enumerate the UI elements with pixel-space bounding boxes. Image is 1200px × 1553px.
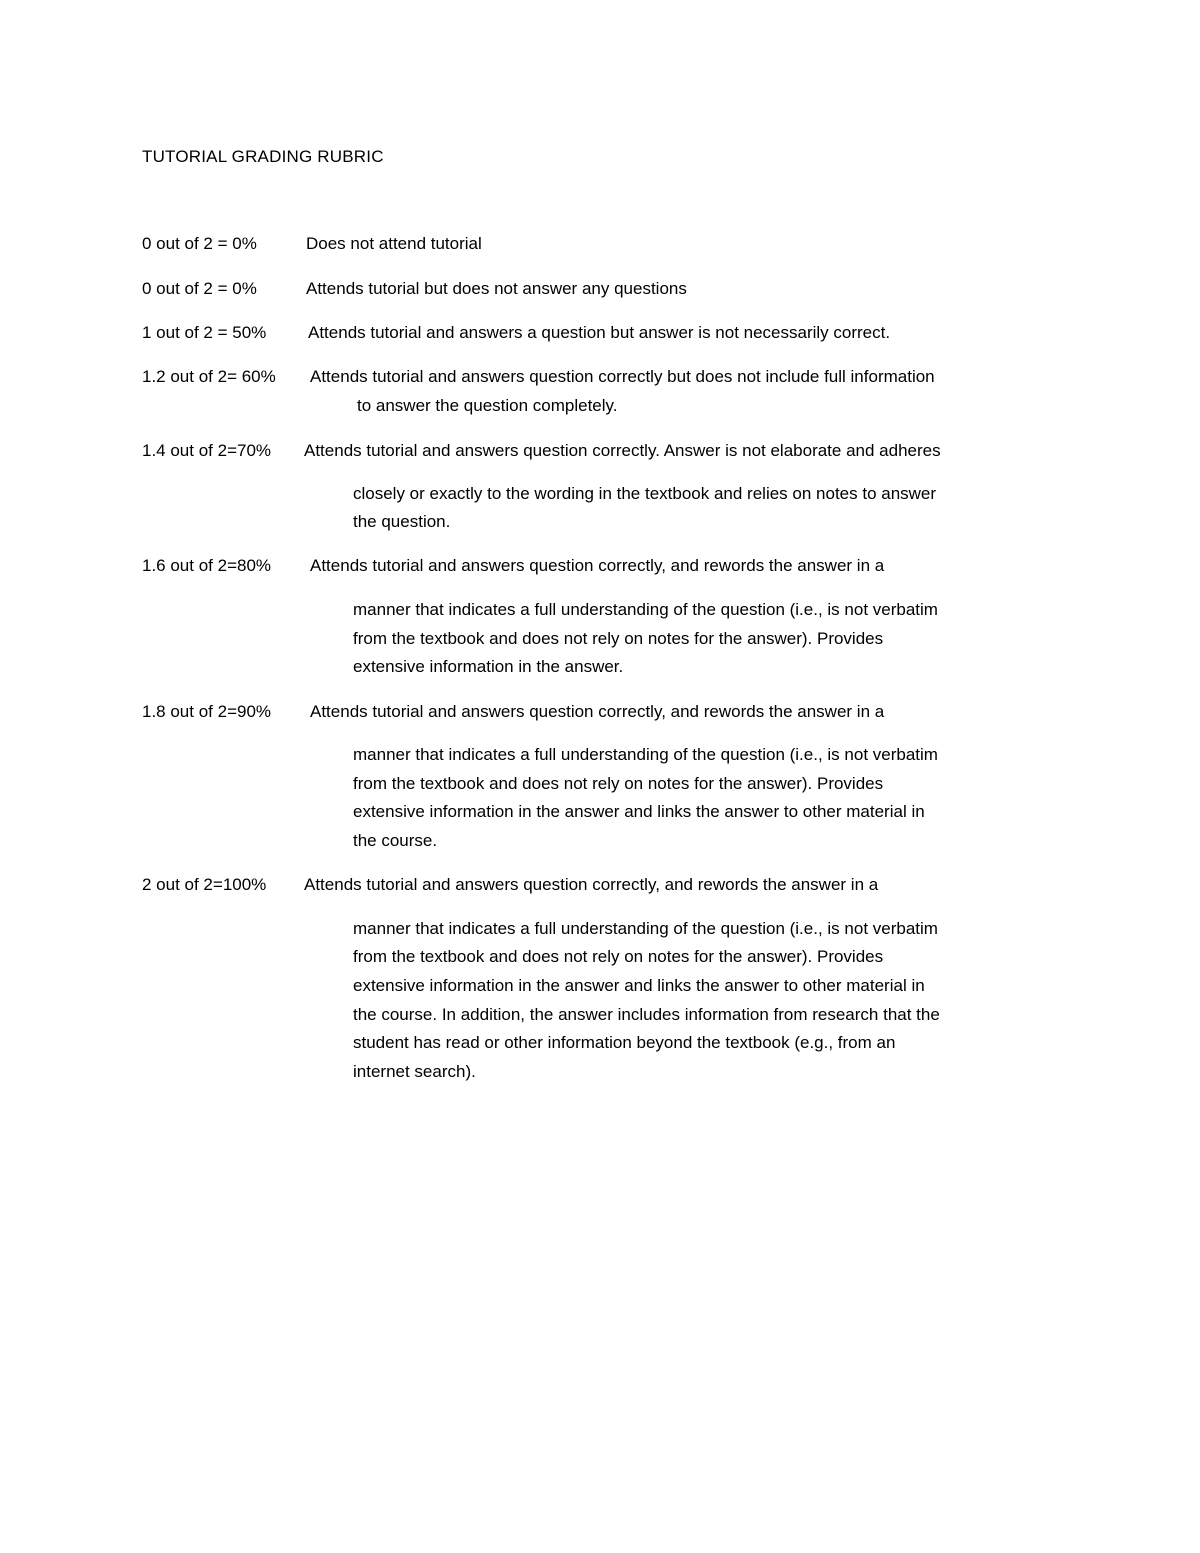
- rubric-score: 0 out of 2 = 0%: [142, 279, 257, 298]
- rubric-score: 1.2 out of 2= 60%: [142, 367, 276, 386]
- rubric-description: Attends tutorial but does not answer any questions: [306, 279, 687, 298]
- rubric-description-continuation: closely or exactly to the wording in the textbook and relies on notes to answer: [353, 484, 937, 503]
- rubric-score: 0 out of 2 = 0%: [142, 234, 257, 253]
- rubric-description-continuation: the course.: [353, 831, 438, 850]
- rubric-description-continuation: the course. In addition, the answer includes information from research that the: [353, 1005, 940, 1024]
- rubric-description: Attends tutorial and answers a question but answer is not necessarily correct.: [308, 323, 891, 342]
- rubric-description: Attends tutorial and answers question correctly but does not include full information: [310, 367, 935, 386]
- rubric-description-continuation: manner that indicates a full understanding of the question (i.e., is not verbatim: [353, 919, 938, 938]
- rubric-description: Does not attend tutorial: [306, 234, 482, 253]
- rubric-description-continuation: extensive information in the answer and links the answer to other material in: [353, 802, 925, 821]
- page-title: TUTORIAL GRADING RUBRIC: [142, 147, 384, 166]
- rubric-score: 1.4 out of 2=70%: [142, 441, 272, 460]
- rubric-score: 1.8 out of 2=90%: [142, 702, 272, 721]
- rubric-score: 1.6 out of 2=80%: [142, 556, 272, 575]
- rubric-score: 1 out of 2 = 50%: [142, 323, 267, 342]
- rubric-description-continuation: manner that indicates a full understanding of the question (i.e., is not verbatim: [353, 600, 938, 619]
- rubric-score: 2 out of 2=100%: [142, 875, 267, 894]
- rubric-description-continuation: internet search).: [353, 1062, 476, 1081]
- rubric-description-continuation: from the textbook and does not rely on notes for the answer). Provides: [353, 774, 884, 793]
- rubric-description: Attends tutorial and answers question correctly, and rewords the answer in a: [310, 556, 885, 575]
- rubric-description-continuation: from the textbook and does not rely on notes for the answer). Provides: [353, 947, 884, 966]
- rubric-description: Attends tutorial and answers question correctly, and rewords the answer in a: [304, 875, 879, 894]
- rubric-description-continuation: extensive information in the answer.: [353, 657, 624, 676]
- rubric-description-continuation: to answer the question completely.: [357, 396, 618, 415]
- rubric-description: Attends tutorial and answers question correctly, and rewords the answer in a: [310, 702, 885, 721]
- rubric-description: Attends tutorial and answers question correctly. Answer is not elaborate and adheres: [304, 441, 941, 460]
- rubric-description-continuation: extensive information in the answer and links the answer to other material in: [353, 976, 925, 995]
- rubric-description-continuation: from the textbook and does not rely on notes for the answer). Provides: [353, 629, 884, 648]
- rubric-description-continuation: student has read or other information beyond the textbook (e.g., from an: [353, 1033, 896, 1052]
- rubric-description-continuation: the question.: [353, 512, 451, 531]
- rubric-description-continuation: manner that indicates a full understanding of the question (i.e., is not verbatim: [353, 745, 938, 764]
